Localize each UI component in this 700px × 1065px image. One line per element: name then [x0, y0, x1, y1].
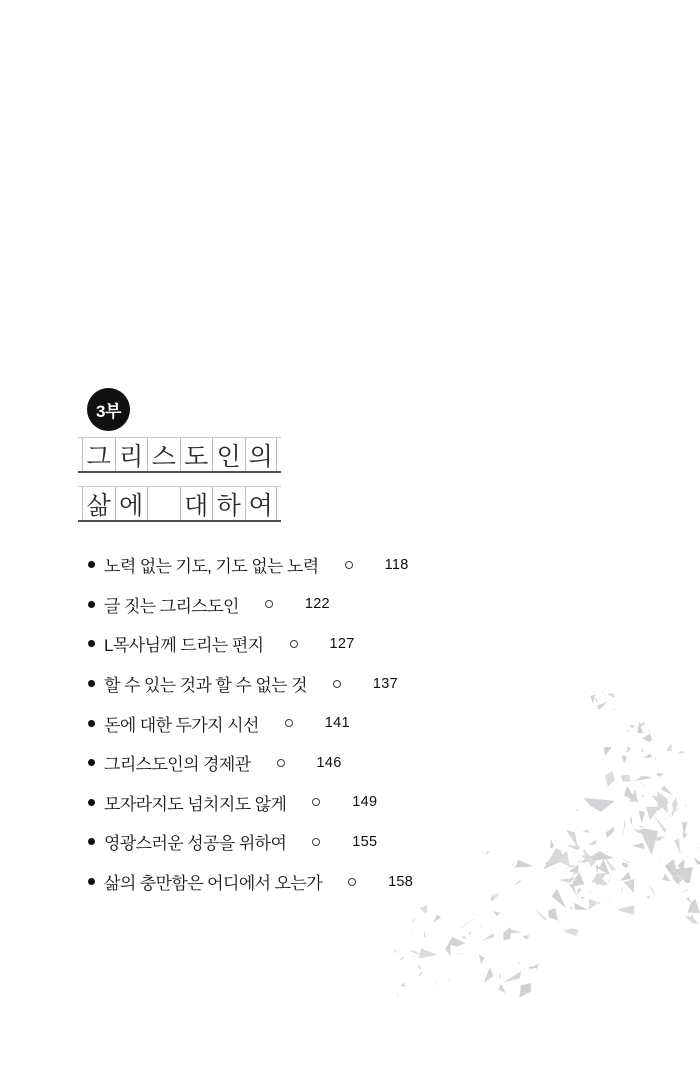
title-grid-cell: 도 — [180, 438, 213, 471]
circle-marker-icon — [345, 561, 353, 569]
toc-entry — [88, 703, 413, 743]
toc-entry-page: 155 — [352, 833, 378, 850]
toc-entry-title: 삶의 충만함은 어디에서 오는가 — [104, 874, 323, 894]
toc-entry-title: 영광스러운 성공을 위하여 — [104, 834, 287, 854]
toc-entry — [88, 862, 413, 902]
circle-marker-icon — [312, 798, 320, 806]
title-grid-cell — [147, 487, 180, 520]
toc-entry-title: 모자라지도 넘치지도 않게 — [104, 794, 287, 814]
title-grid-cell: 리 — [115, 438, 148, 471]
title-grid-cell: 인 — [212, 438, 245, 471]
toc-entry — [88, 664, 413, 704]
toc-entry-page: 122 — [304, 596, 330, 613]
toc-entry-title: 돈에 대한 두가지 시선 — [104, 715, 259, 735]
part-badge — [87, 388, 130, 431]
toc-entry-page: 158 — [388, 873, 414, 890]
title-grid-row-2 — [78, 486, 281, 522]
bullet-icon — [88, 720, 95, 727]
title-grid-cell: 스 — [147, 438, 180, 471]
title-grid-row-1 — [78, 437, 281, 473]
toc-entry-page: 149 — [352, 794, 378, 811]
title-grid-cell: 대 — [180, 487, 213, 520]
bullet-icon — [88, 878, 95, 885]
bullet-icon — [88, 799, 95, 806]
toc-entry-title: L목사님께 드리는 편지 — [104, 636, 264, 656]
title-grid-cell: 그 — [82, 438, 115, 471]
bullet-icon — [88, 601, 95, 608]
title-grid-cell: 에 — [115, 487, 148, 520]
toc-entry — [88, 743, 413, 783]
title-grid-cell: 의 — [245, 438, 278, 471]
title-grid-cell: 삶 — [82, 487, 115, 520]
toc-entry-page: 146 — [316, 754, 342, 771]
toc-entry-page: 118 — [384, 556, 409, 573]
toc-entry-page: 141 — [324, 715, 350, 732]
part-badge-label: 3부 — [96, 402, 121, 421]
circle-marker-icon — [312, 838, 320, 846]
circle-marker-icon — [333, 680, 341, 688]
toc-entry-page: 137 — [372, 675, 398, 692]
toc-entry — [88, 822, 413, 862]
toc-entry — [88, 624, 413, 664]
title-grid-cell: 여 — [245, 487, 278, 520]
circle-marker-icon — [277, 759, 285, 767]
toc-entry — [88, 783, 413, 823]
circle-marker-icon — [285, 719, 293, 727]
toc-entry — [88, 585, 413, 625]
bullet-icon — [88, 640, 95, 647]
bullet-icon — [88, 838, 95, 845]
circle-marker-icon — [348, 878, 356, 886]
toc-entry-title: 할 수 있는 것과 할 수 없는 것 — [104, 676, 307, 696]
bullet-icon — [88, 680, 95, 687]
toc-entry-title: 그리스도인의 경제관 — [104, 755, 251, 775]
section-title-grid — [78, 437, 281, 522]
toc-entry — [88, 545, 413, 585]
toc-entry-title: 글 짓는 그리스도인 — [104, 596, 239, 616]
toc-entry-title: 노력 없는 기도, 기도 없는 노력 — [104, 557, 319, 577]
bullet-icon — [88, 759, 95, 766]
circle-marker-icon — [265, 600, 273, 608]
toc-entry-page: 127 — [329, 635, 355, 652]
table-of-contents — [88, 545, 413, 901]
confetti-shards-decoration — [388, 678, 700, 1038]
title-grid-cell: 하 — [212, 487, 245, 520]
bullet-icon — [88, 561, 95, 568]
circle-marker-icon — [290, 640, 298, 648]
